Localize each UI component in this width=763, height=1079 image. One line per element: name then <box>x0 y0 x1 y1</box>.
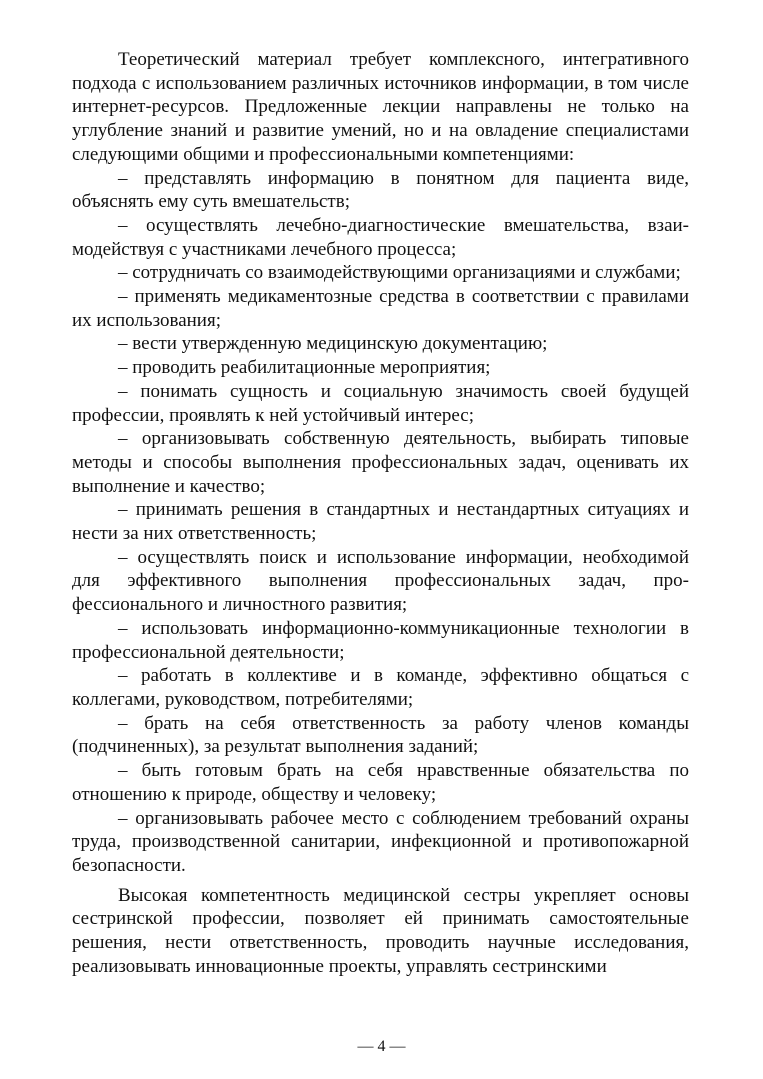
intro-paragraph: Теоретический материал требует комплексного, интегративного подхода с использованием различных источников информации, в том числе интернет-ресурсов. Предложенные лекции направлены не только на углубление знаний и развитие умений, но и на овладение специалистами следующими общими и профессиональными компетенциями: <box>72 49 689 165</box>
list-item: – проводить реабилитационные мероприятия; <box>118 357 491 379</box>
list-item: – организовывать собственную деятельность, выбирать типовые методы и способы выполнения профессиональных задач, оценивать их выполнение и качество; <box>72 428 689 497</box>
list-item: – вести утвержденную медицинскую документацию; <box>118 333 548 355</box>
list-item: – осуществлять лечебно-диагностические вмешательства, взаимодействуя с участниками лечебного процесса; <box>72 214 689 260</box>
list-item: – представлять информацию в понятном для пациента виде, объяснять ему суть вмешательств; <box>72 167 689 213</box>
list-item: – брать на себя ответственность за работу членов команды (подчиненных), за результат выполнения заданий; <box>72 712 689 758</box>
list-item: – осуществлять поиск и использование информации, необходимой для эффективного выполнения профессиональных задач, профессионального и личностного развития; <box>72 546 689 616</box>
page-number: — 4 — <box>357 1038 406 1055</box>
competency-list <box>72 167 689 878</box>
list-item: – сотрудничать со взаимодействующими организациями и службами; <box>118 262 681 284</box>
list-item: – быть готовым брать на себя нравственные обязательства по отношению к природе, обществу и человеку; <box>72 760 689 805</box>
conclusion-paragraph: Высокая компетентность медицинской сестры укрепляет основы сестринской профессии, позволяет ей принимать самостоятельные решения, нести ответственность, проводить научные исследования, реализовывать инновационные проекты, управлять сестринскими <box>72 884 689 977</box>
document-page <box>72 48 689 978</box>
list-item: – принимать решения в стандартных и нестандартных ситуациях и нести за них ответственность; <box>72 499 689 545</box>
list-item: – применять медикаментозные средства в соответствии с правилами их использования; <box>72 286 689 331</box>
list-item: – работать в коллективе и в команде, эффективно общаться с коллегами, руководством, потребителями; <box>72 665 689 710</box>
list-item: – понимать сущность и социальную значимость своей будущей профессии, проявлять к ней устойчивый интерес; <box>72 380 689 426</box>
list-item: – использовать информационно-коммуникационные технологии в профессиональной деятельности; <box>72 617 689 663</box>
list-item: – организовывать рабочее место с соблюдением требований охраны труда, производственной санитарии, инфекционной и противопожарной безопасности. <box>72 807 689 876</box>
